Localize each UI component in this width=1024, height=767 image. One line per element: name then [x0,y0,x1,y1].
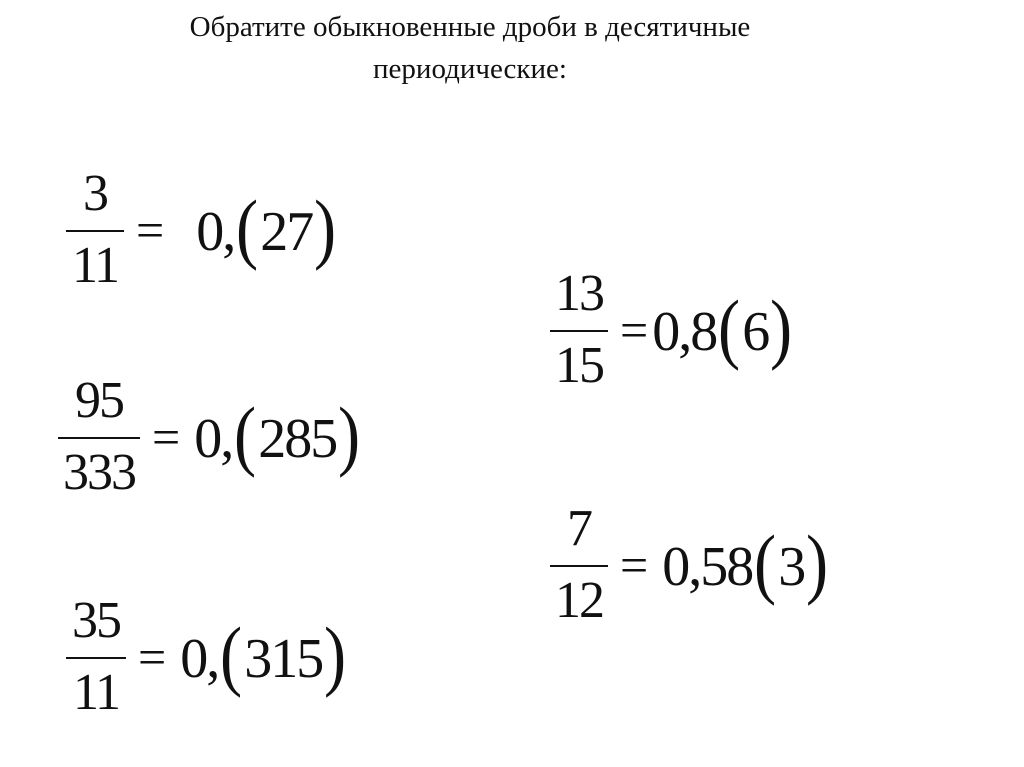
repeating-period: 3 [778,536,805,598]
open-parenthesis: ( [718,284,741,371]
open-parenthesis: ( [754,519,777,606]
equals-sign: = [152,409,181,465]
fraction-bar [66,230,124,232]
equation-95-333 [58,372,362,501]
fraction-bar [550,565,608,567]
fraction-bar [66,657,126,659]
numerator: 35 [72,592,120,649]
close-parenthesis: ) [806,519,829,606]
decimal-result [180,611,348,698]
equals-sign: = [136,202,165,258]
close-parenthesis: ) [324,611,347,698]
repeating-period: 315 [244,628,323,690]
denominator: 333 [63,444,135,501]
numerator: 7 [567,500,591,557]
decimal-prefix: 0,8 [652,301,717,363]
fraction [550,500,608,629]
numerator: 95 [75,372,123,429]
equals-sign: = [138,629,167,685]
equation-35-11 [66,592,348,721]
repeating-period: 27 [260,201,313,263]
close-parenthesis: ) [770,284,793,371]
title-line-1: Обратите обыкновенные дроби в десятичные [189,11,751,43]
equals-sign: = [620,302,649,358]
close-parenthesis: ) [338,391,361,478]
fraction-bar [58,437,140,439]
decimal-result [652,284,794,371]
denominator: 15 [555,337,603,394]
equation-13-15 [550,265,794,394]
fraction [58,372,140,501]
repeating-period: 285 [258,408,337,470]
decimal-prefix: 0, [194,408,233,470]
equation-3-11 [66,165,338,294]
title-line-2: периодические: [373,53,567,85]
decimal-prefix: 0, [196,201,235,263]
decimal-prefix: 0,58 [662,536,753,598]
open-parenthesis: ( [234,391,257,478]
close-parenthesis: ) [314,184,337,271]
page-title [0,6,940,90]
denominator: 11 [71,237,119,294]
equals-sign: = [620,537,649,593]
decimal-result [196,184,338,271]
denominator: 12 [555,572,603,629]
numerator: 13 [555,265,603,322]
numerator: 3 [83,165,107,222]
open-parenthesis: ( [220,611,243,698]
fraction [550,265,608,394]
decimal-prefix: 0, [180,628,219,690]
decimal-result [194,391,362,478]
repeating-period: 6 [742,301,769,363]
equation-7-12 [550,500,830,629]
fraction [66,165,124,294]
fraction-bar [550,330,608,332]
open-parenthesis: ( [236,184,259,271]
fraction [66,592,126,721]
decimal-result [662,519,830,606]
denominator: 11 [72,664,120,721]
